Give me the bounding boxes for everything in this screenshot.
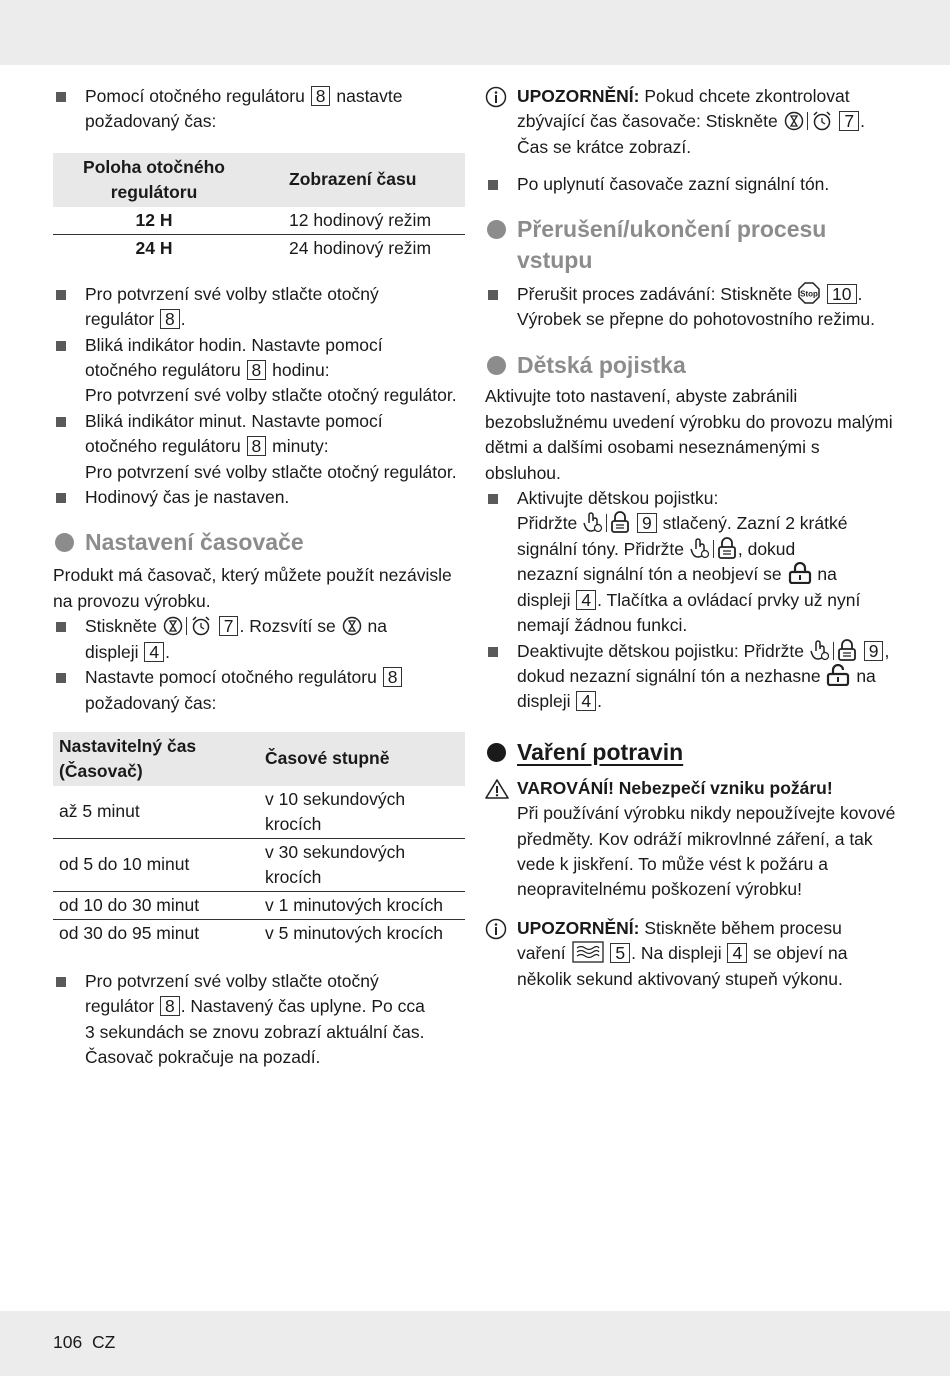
text: Přidržte [517, 513, 578, 534]
clock-icon [811, 111, 833, 131]
bullet-square [488, 180, 498, 190]
bullet-square [56, 493, 66, 503]
ref-box: 4 [144, 642, 164, 662]
list-item [53, 84, 465, 135]
list-item [485, 486, 897, 638]
text: Pro potvrzení své volby stlačte otočný [85, 970, 379, 991]
text: na provozu výrobku. [53, 590, 211, 611]
right-column [485, 84, 897, 992]
list-item: Stiskněte 7 . Rozsvítí se na displeji 4 . [53, 614, 465, 665]
warning-block [485, 776, 897, 903]
list-item [53, 409, 465, 485]
note-label: UPOZORNĚNÍ: [517, 917, 640, 938]
text: Produkt má časovač, který můžete použít nezávisle [53, 565, 452, 586]
ref-box: 9 [637, 513, 657, 533]
heading-text: Přerušení/ukončení procesu vstupu [517, 215, 827, 273]
text: na [856, 665, 876, 686]
text: Při používání výrobku nikdy nepoužívejte kovové předměty. Kov odráží mikrovlnné záření, a tak vede k jiskření. To může vést k požáru a neopravitelnému poškození výrobku! [517, 803, 896, 900]
text: Výrobek se přepne do pohotovostního režimu. [517, 309, 875, 330]
clock-icon [190, 616, 212, 636]
heading-dot-icon [487, 743, 506, 762]
text: na [817, 564, 837, 585]
text: Aktivujte dětskou pojistku: [517, 488, 719, 509]
list-item [53, 485, 465, 510]
left-column [53, 84, 465, 1071]
table-cell: od 5 do 10 minut [53, 838, 259, 891]
bullet-square [56, 92, 66, 102]
note-block: UPOZORNĚNÍ: Pokud chcete zkontrolovat zbývající čas časovače: Stiskněte 7 . Čas se krátce zobrazí. [485, 84, 897, 160]
ref-box: 4 [727, 943, 747, 963]
text: Přerušit proces zadávání: Stiskněte [517, 283, 793, 304]
ref-box: 8 [383, 667, 403, 687]
lock-icon [837, 639, 857, 661]
heading-dot-icon [487, 220, 506, 239]
paragraph [53, 563, 465, 614]
unlock-icon [826, 664, 850, 686]
text: Pro potvrzení své volby stlačte otočný regulátor. [85, 461, 457, 482]
list-item [485, 172, 897, 197]
text: Pro potvrzení své volby stlačte otočný regulátor. [85, 385, 457, 406]
bullet-square [56, 290, 66, 300]
text: Pomocí otočného regulátoru [85, 86, 305, 106]
text: otočného regulátoru [85, 360, 241, 381]
table-cell: od 10 do 30 minut [53, 891, 259, 919]
ref-box: 8 [311, 86, 331, 106]
table-cell: 12 H [53, 207, 255, 235]
text: regulátor [85, 996, 155, 1017]
ref-box: 10 [827, 284, 856, 304]
section-heading [485, 350, 897, 381]
text: Hodinový čas je nastaven. [85, 487, 290, 508]
ref-box: 8 [160, 309, 180, 329]
ref-box: 5 [610, 943, 630, 963]
text: hodinu: [272, 360, 330, 381]
text: nezazní signální tón a neobjeví se [517, 564, 782, 585]
text: Stiskněte [85, 616, 157, 637]
footer-bar [0, 1311, 950, 1376]
text: Bliká indikátor hodin. Nastavte pomocí [85, 334, 383, 355]
table-header: Poloha otočného regulátoru [53, 153, 255, 207]
warning-icon [485, 778, 509, 800]
hand-hold-icon [690, 537, 710, 559]
lock-icon [788, 562, 812, 584]
table-row [53, 207, 465, 235]
table-cell: 24 hodinový režim [289, 237, 432, 258]
ref-box: 7 [219, 616, 239, 636]
list-item [53, 665, 465, 716]
text: Pro potvrzení své volby stlačte otočný [85, 283, 379, 304]
text: . Tlačítka a ovládací prvky už nyní [597, 589, 861, 610]
bullet-square [488, 647, 498, 657]
ref-box: 8 [247, 436, 267, 456]
list-item [53, 969, 465, 1071]
heading-dot-icon [487, 356, 506, 375]
table-row [53, 234, 465, 262]
text: Pokud chcete zkontrolovat [644, 86, 850, 106]
power-level-icon [572, 941, 604, 963]
text: displeji [85, 641, 139, 662]
table-row [53, 919, 465, 947]
separator [833, 642, 834, 660]
text: Nastavte pomocí otočného regulátoru [85, 667, 377, 688]
lock-icon [717, 537, 737, 559]
timer-icon [342, 616, 362, 636]
text: otočného regulátoru [85, 436, 241, 457]
text: Časovač pokračuje na pozadí. [85, 1047, 321, 1068]
table-cell: v 5 minutových krocích [265, 922, 443, 943]
stop-icon [798, 282, 820, 304]
section-heading [53, 527, 465, 558]
warning-label: VAROVÁNÍ! Nebezpečí vzniku požáru! [517, 777, 833, 798]
table-row [53, 786, 465, 839]
list-item [53, 333, 465, 409]
table-row [53, 838, 465, 891]
heading-text: Vaření potravin [517, 738, 684, 765]
lock-icon [610, 511, 630, 533]
text: . Na displeji [631, 943, 722, 964]
ref-box: 8 [160, 996, 180, 1016]
heading-text: Nastavení časovače [85, 529, 304, 556]
text: Po uplynutí časovače zazní signální tón. [517, 174, 830, 195]
separator [606, 514, 607, 532]
text: dokud nezazní signální tón a nezhasne [517, 665, 821, 686]
hand-hold-icon [810, 639, 830, 661]
heading-text: Dětská pojistka [517, 352, 686, 379]
ref-box: 4 [576, 691, 596, 711]
table-cell: v 1 minutových krocích [259, 891, 465, 919]
info-icon [485, 918, 507, 940]
text: Stiskněte během procesu [644, 917, 842, 938]
bullet-square [56, 977, 66, 987]
paragraph [485, 384, 897, 486]
ref-box: 9 [864, 641, 884, 661]
table-row [53, 891, 465, 919]
text: několik sekund aktivovaný stupeň výkonu. [517, 968, 843, 989]
table-cell: až 5 minut [53, 786, 259, 839]
text: signální tóny. Přidržte [517, 538, 684, 559]
text: Bliká indikátor minut. Nastavte pomocí [85, 410, 383, 431]
table-cell: v 10 sekundových krocích [259, 786, 465, 839]
text: nemají žádnou funkci. [517, 615, 688, 636]
timer-steps-table [53, 732, 465, 947]
ref-box: 8 [247, 360, 267, 380]
page-language: CZ [91, 1332, 116, 1352]
table-cell: 24 H [135, 237, 173, 258]
section-heading [485, 214, 897, 276]
heading-dot-icon [55, 533, 74, 552]
info-icon [485, 86, 507, 108]
text: stlačený. Zazní 2 krátké [662, 513, 848, 534]
bullet-square [56, 417, 66, 427]
bullet-square [488, 494, 498, 504]
text: regulátor [85, 309, 155, 330]
ref-box: 7 [839, 111, 859, 131]
table-cell: od 30 do 95 minut [59, 922, 200, 943]
page-number-value: 106 [53, 1332, 83, 1352]
text: Rozsvítí se [249, 616, 336, 637]
header-bar [0, 0, 950, 65]
svg-text:Stop: Stop [800, 289, 819, 299]
text: zbývající čas časovače: Stiskněte [517, 111, 778, 132]
separator [713, 540, 714, 558]
bullet-square [56, 341, 66, 351]
separator [186, 617, 187, 635]
note-label: UPOZORNĚNÍ: [517, 86, 640, 106]
text: . Nastavený čas uplyne. Po cca [180, 996, 425, 1017]
section-heading [485, 737, 897, 768]
note-block [485, 916, 897, 992]
text: displeji [517, 691, 571, 712]
text: displeji [517, 589, 571, 610]
text: vaření [517, 943, 566, 964]
text: minuty: [272, 436, 329, 457]
table-header: Nastavitelný čas (Časovač) [53, 732, 259, 786]
table-cell: 12 hodinový režim [255, 207, 465, 235]
ref-box: 4 [576, 590, 596, 610]
table-header: Časové stupně [259, 732, 465, 786]
timer-icon [784, 111, 804, 131]
page-number [53, 1332, 115, 1353]
text: požadovaný čas: [85, 692, 217, 713]
text: nastavte [336, 86, 403, 106]
hand-hold-icon [583, 511, 603, 533]
bullet-square [488, 290, 498, 300]
text: 3 sekundách se znovu zobrazí aktuální čas. [85, 1021, 425, 1042]
text: požadovaný čas: [85, 111, 217, 132]
text: Aktivujte toto nastavení, abyste zabránili bezobslužnému uvedení výrobku do provozu malými dětmi a dalšími osobami neseznámenými s obsluhou. [485, 386, 893, 483]
list-item: Deaktivujte dětskou pojistku: Přidržte 9 , dokud nezazní signální tón a nezhasne na displeji 4 . [485, 639, 897, 715]
list-item: Přerušit proces zadávání: Stiskněte Stop 10 . Výrobek se přepne do pohotovostního režimu. [485, 282, 897, 333]
text: Deaktivujte dětskou pojistku: Přidržte [517, 640, 804, 661]
text: , dokud [737, 538, 796, 559]
separator [807, 112, 808, 130]
table-header: Zobrazení času [255, 153, 465, 207]
timer-icon [163, 616, 183, 636]
clock-mode-table [53, 153, 465, 262]
table-cell: v 30 sekundových krocích [259, 838, 465, 891]
text: na [367, 616, 387, 637]
bullet-square [56, 622, 66, 632]
text: se objeví na [753, 943, 848, 964]
bullet-square [56, 673, 66, 683]
list-item: Pro potvrzení své volby stlačte otočný regulátor 8 . [53, 282, 465, 333]
text: Čas se krátce zobrazí. [517, 136, 692, 157]
